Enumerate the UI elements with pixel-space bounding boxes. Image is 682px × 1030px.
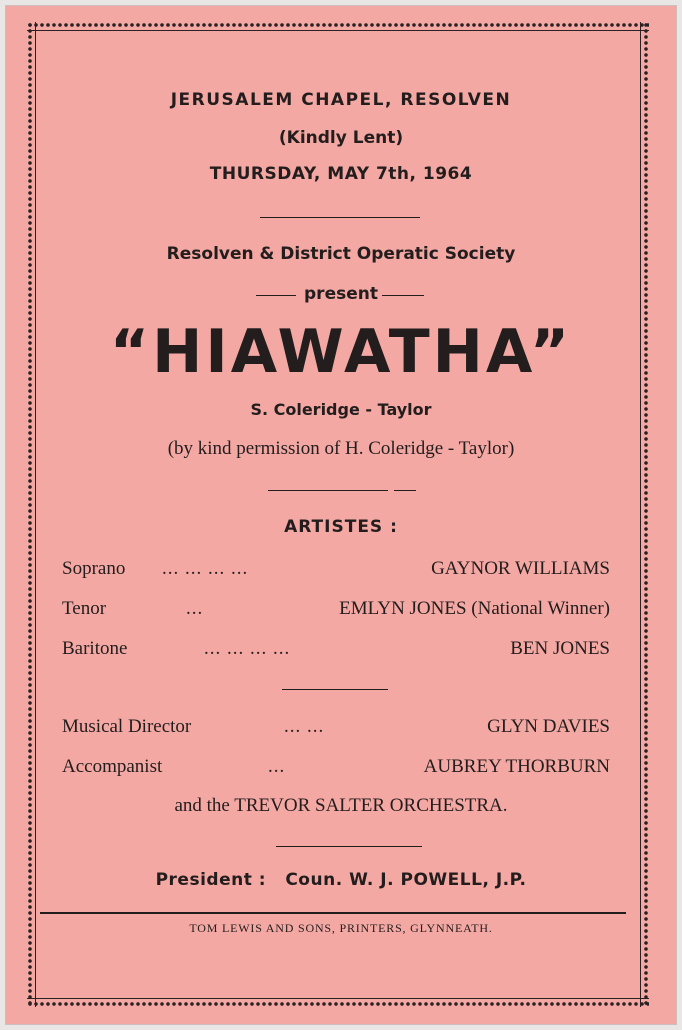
venue-note: (Kindly Lent) — [278, 128, 404, 148]
leader-dots: ... — [268, 756, 286, 777]
divider-2a — [268, 490, 388, 491]
venue: JERUSALEM CHAPEL, RESOLVEN — [170, 90, 512, 110]
present-text: present — [304, 284, 378, 304]
artiste-row-soprano — [62, 558, 610, 582]
main-title: “HIAWATHA” — [109, 317, 573, 387]
artiste-row-baritone — [62, 638, 610, 662]
staff-role: Accompanist — [62, 756, 163, 777]
artiste-name: BEN JONES — [510, 638, 610, 659]
artiste-role: Tenor — [62, 598, 107, 619]
artiste-name: EMLYN JONES (National Winner) — [339, 598, 610, 619]
president-line — [0, 870, 682, 890]
society-name: Resolven & District Operatic Society — [166, 244, 516, 264]
event-date: THURSDAY, MAY 7th, 1964 — [209, 164, 473, 184]
leader-dots: ... ... — [284, 716, 325, 737]
border-inner-top — [27, 30, 649, 31]
artistes-heading: ARTISTES : — [284, 517, 398, 537]
border-bottom — [27, 1001, 649, 1007]
staff-name: GLYN DAVIES — [487, 716, 610, 737]
artiste-row-tenor — [62, 598, 610, 622]
composer: S. Coleridge - Taylor — [250, 400, 432, 419]
divider-3 — [282, 689, 388, 690]
staff-row-director — [62, 716, 610, 740]
artiste-role: Soprano — [62, 558, 126, 579]
leader-dots: ... ... ... ... — [204, 638, 291, 659]
printer-credit: TOM LEWIS AND SONS, PRINTERS, GLYNNEATH. — [189, 921, 493, 935]
divider-1 — [260, 217, 420, 218]
artiste-role: Baritone — [62, 638, 128, 659]
divider-2b — [394, 490, 416, 491]
leader-dots: ... ... ... ... — [162, 558, 249, 579]
president-name: Coun. W. J. POWELL, J.P. — [285, 870, 527, 890]
footer-divider — [40, 912, 626, 914]
border-inner-bottom — [27, 998, 649, 999]
permission-note: (by kind permission of H. Coleridge - Taylor) — [167, 438, 515, 459]
divider-4 — [276, 846, 422, 847]
staff-name: AUBREY THORBURN — [423, 756, 610, 777]
president-label: President : — [155, 870, 267, 890]
artiste-name: GAYNOR WILLIAMS — [431, 558, 610, 579]
present-rule-right — [382, 295, 424, 296]
staff-row-accompanist — [62, 756, 610, 780]
orchestra-line: and the TREVOR SALTER ORCHESTRA. — [174, 795, 508, 816]
border-top — [27, 22, 649, 28]
staff-role: Musical Director — [62, 716, 192, 737]
leader-dots: ... — [186, 598, 204, 619]
